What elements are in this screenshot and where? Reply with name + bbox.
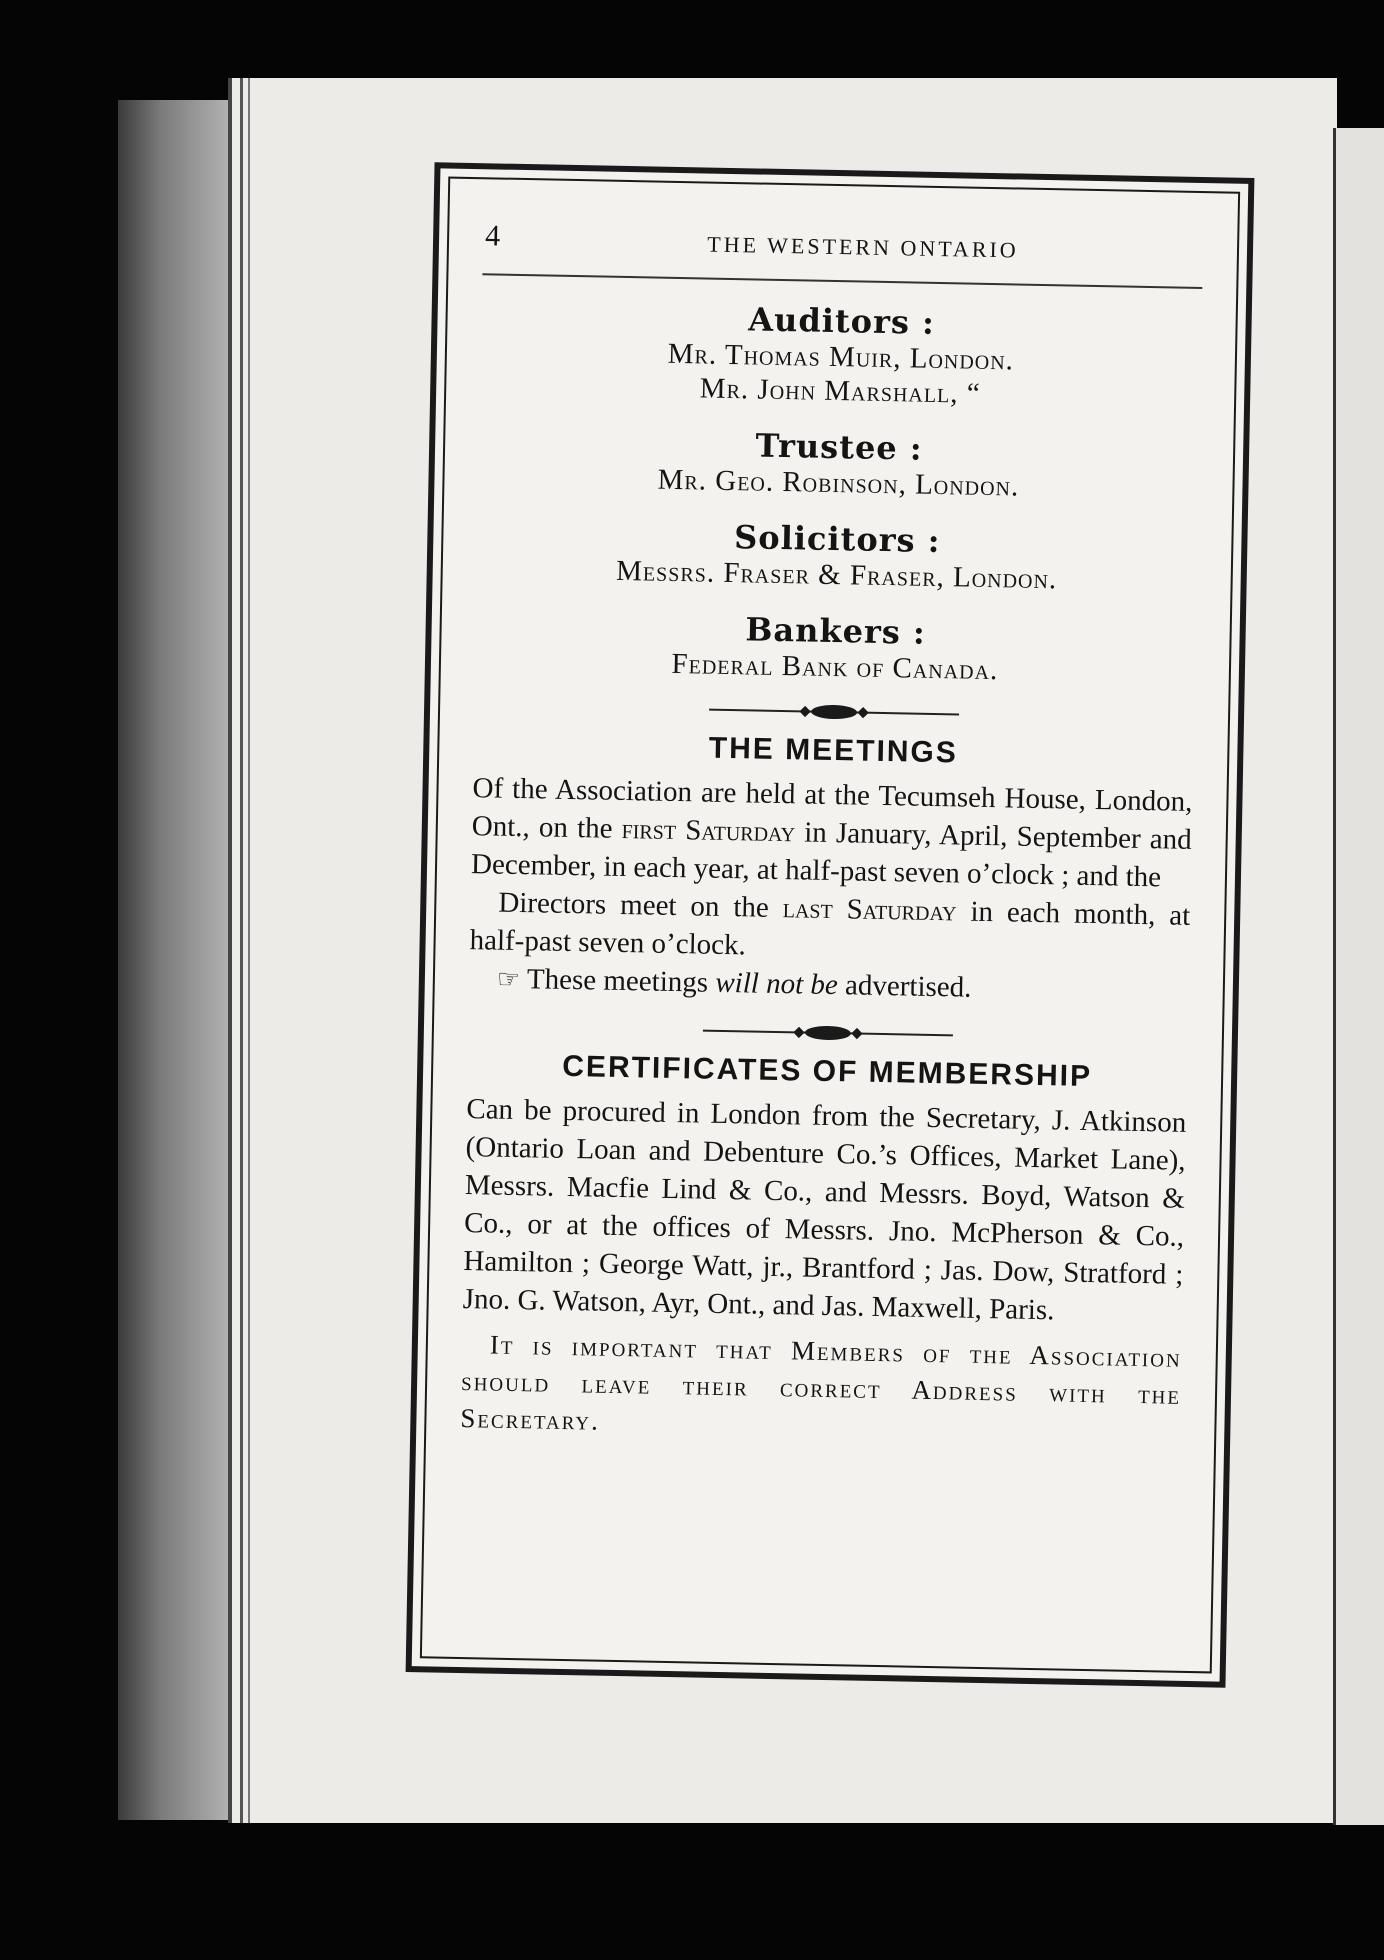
meetings-text-b: in January, April, September and December, in each year, at half-past seven o’clock ; and the [470, 816, 1192, 894]
pointing-hand-icon: ☞ [496, 964, 521, 995]
last-saturday: last Saturday [782, 892, 957, 928]
bankers-heading: Bankers : [745, 610, 927, 652]
ornamental-divider-2 [703, 1021, 953, 1046]
meetings-paragraph [471, 769, 1193, 897]
trustee-section [478, 421, 1199, 507]
solicitors-heading: Solicitors : [733, 518, 941, 561]
book-spine-shadow [118, 100, 238, 1820]
note-emphasis: will not be [715, 966, 839, 1002]
solicitors-name: Messrs. Fraser & Fraser, London. [615, 554, 1058, 596]
bankers-section [475, 605, 1196, 691]
auditor-2: Mr. John Marshall, “ [699, 372, 981, 410]
ornamental-divider [709, 700, 959, 725]
printed-page-inner-border [420, 177, 1240, 1674]
auditors-section [480, 295, 1202, 415]
certificates-title: CERTIFICATES OF MEMBERSHIP [562, 1049, 1093, 1094]
note-text-b: advertised. [837, 969, 972, 1004]
note-text-a: These meetings [526, 963, 716, 999]
printed-page-frame [406, 162, 1255, 1687]
meetings-title: THE MEETINGS [708, 731, 959, 770]
page-number: 4 [484, 219, 501, 253]
certificates-paragraph: Can be procured in London from the Secretary, J. Atkinson (Ontario Loan and Debenture Co.’s Offices, Market Lane), Messrs. Macfie Lind & Co., and Messrs. Boyd, Watson & Co., or at the offices of Messrs. Jno. McPherson & Co., Hamilton ; George Watt, jr., Brantford ; Jas. Dow, Stratford ; Jno. G. Watson, Ayr, Ont., and Jas. Maxwell, Paris. [462, 1093, 1187, 1327]
directors-paragraph [469, 883, 1190, 973]
solicitors-section [476, 513, 1197, 599]
directors-text-a: Directors meet on the [498, 886, 784, 925]
bankers-name: Federal Bank of Canada. [671, 647, 999, 687]
next-page-edge [1333, 128, 1384, 1825]
running-title: THE WESTERN ONTARIO [707, 231, 1019, 263]
running-header [482, 219, 1203, 289]
first-saturday: first Saturday [621, 812, 796, 849]
trustee-heading: Trustee : [755, 426, 924, 468]
address-notice: It is important that Members of the Association should leave their correct Address with the Secretary. [460, 1329, 1183, 1436]
meetings-text-a: Of the Association are held at the Tecumseh House, London, Ont., on the [471, 772, 1193, 845]
directors-text-b: in each month, at half-past seven o’clock. [469, 895, 1191, 962]
auditor-1: Mr. Thomas Muir, London. [667, 337, 1015, 377]
auditors-heading: Auditors : [747, 300, 936, 342]
trustee-name: Mr. Geo. Robinson, London. [657, 463, 1020, 503]
